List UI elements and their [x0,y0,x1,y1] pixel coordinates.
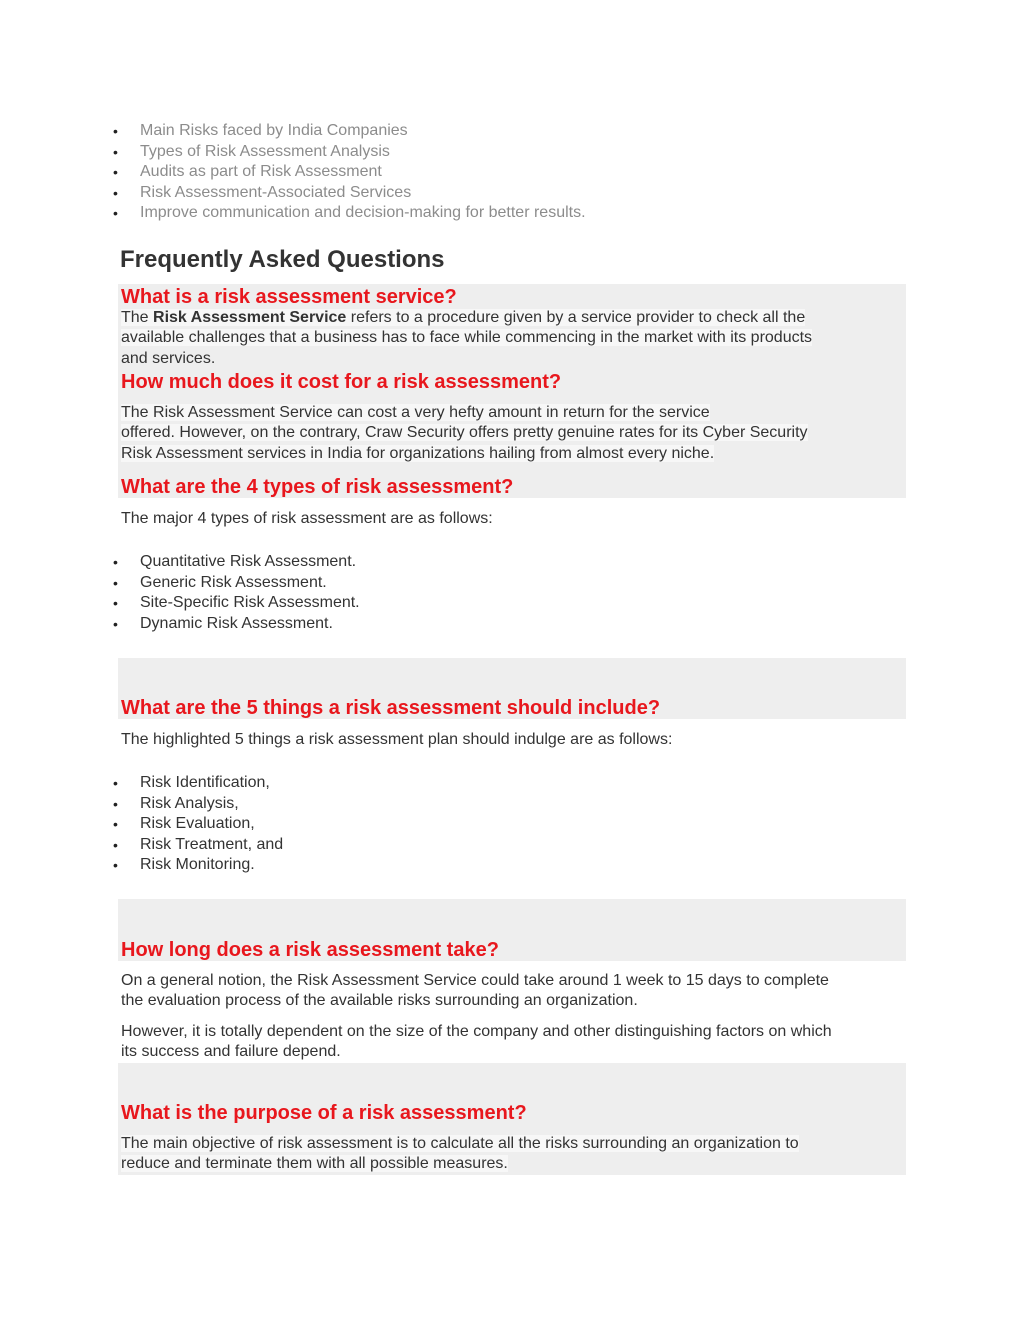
bold-term: Risk Assessment Service [153,309,347,326]
list-item: • Risk Treatment, and [0,835,283,856]
faq-answer-6: The main objective of risk assessment is to calculate all the risks surrounding an organization to reduce and terminate them with all possible measures. [121,1135,799,1173]
faq-answer-5a: On a general notion, the Risk Assessment Service could take around 1 week to 15 days to complete the evaluation process of the available risks surrounding an organization. [121,972,829,1010]
types-list [0,552,360,634]
list-item: • Dynamic Risk Assessment. [0,614,360,635]
faq-question-2: How much does it cost for a risk assessment? [121,371,562,393]
faq-question-1: What is a risk assessment service? [121,286,457,308]
faq-intro-4: The highlighted 5 things a risk assessment plan should indulge are as follows: [121,731,673,748]
faq-answer-2: The Risk Assessment Service can cost a very hefty amount in return for the service offered. However, on the contrary, Craw Security offers pretty genuine rates for its Cyber Security Risk Assessment services in India for organizations hailing from almost every niche. [121,404,808,462]
faq-title: Frequently Asked Questions [120,246,445,273]
list-item: • Audits as part of Risk Assessment [0,162,586,183]
list-item: • Risk Assessment-Associated Services [0,183,586,204]
list-item: • Risk Evaluation, [0,814,283,835]
list-item: • Risk Identification, [0,773,283,794]
top-bullet-list [0,121,586,224]
list-item: • Site-Specific Risk Assessment. [0,593,360,614]
faq-answer-5b: However, it is totally dependent on the size of the company and other distinguishing factors on which its success and failure depend. [121,1023,832,1061]
list-item: • Generic Risk Assessment. [0,573,360,594]
list-item: • Types of Risk Assessment Analysis [0,142,586,163]
list-item: • Main Risks faced by India Companies [0,121,586,142]
include-list [0,773,283,876]
list-item: • Quantitative Risk Assessment. [0,552,360,573]
faq-question-4: What are the 5 things a risk assessment should include? [121,697,661,719]
faq-answer-1: The Risk Assessment Service refers to a procedure given by a service provider to check all the available challenges that a business has to face while commencing in the market with its products and services. [121,309,813,367]
faq-intro-3: The major 4 types of risk assessment are as follows: [121,510,493,527]
faq-question-6: What is the purpose of a risk assessment? [121,1102,527,1124]
list-item: • Risk Monitoring. [0,855,283,876]
faq-question-3: What are the 4 types of risk assessment? [121,476,514,498]
list-item: • Risk Analysis, [0,794,283,815]
list-item: • Improve communication and decision-making for better results. [0,203,586,224]
faq-question-5: How long does a risk assessment take? [121,939,499,961]
